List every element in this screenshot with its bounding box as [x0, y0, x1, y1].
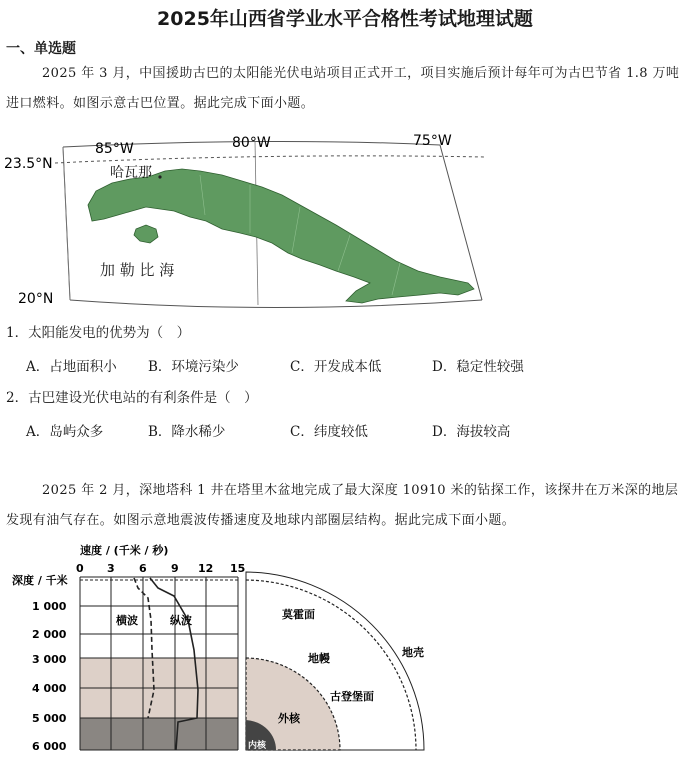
speed-tick-0: 0	[76, 562, 84, 575]
depth-tick-1000: 1 000	[32, 600, 67, 613]
cuba-map	[0, 125, 490, 310]
havana-dot	[158, 175, 161, 178]
depth-axis-title: 深度 / 千米	[12, 574, 68, 587]
exam-title: 2025年山西省学业水平合格性考试地理试题	[157, 8, 533, 30]
isla-juventud	[134, 225, 158, 243]
section-heading: 一、单选题	[6, 41, 76, 57]
q1-option-a[interactable]: A．占地面积小	[26, 359, 117, 375]
speed-tick-12: 12	[198, 562, 214, 575]
gutenberg-label: 古登堡面	[330, 690, 374, 703]
lon-label-85w: 85°W	[95, 141, 134, 157]
outer-core-label: 外核	[278, 712, 300, 725]
q1-option-d[interactable]: D．稳定性较强	[432, 359, 524, 375]
seismic-diagram	[10, 540, 450, 754]
lat-label-23-5n: 23.5°N	[4, 156, 53, 172]
depth-tick-2000: 2 000	[32, 628, 67, 641]
depth-tick-4000: 4 000	[32, 682, 67, 695]
q2-option-a[interactable]: A．岛屿众多	[26, 424, 104, 440]
depth-tick-5000: 5 000	[32, 712, 67, 725]
moho-label: 莫霍面	[282, 608, 315, 621]
lon-label-75w: 75°W	[413, 133, 452, 149]
core-shade	[80, 718, 238, 750]
q1-option-b[interactable]: B．环境污染少	[148, 359, 239, 375]
speed-tick-3: 3	[107, 562, 115, 575]
havana-label: 哈瓦那	[110, 165, 152, 181]
depth-tick-6000: 6 000	[32, 740, 67, 753]
passage-1: 2025 年 3 月，中国援助古巴的太阳能光伏电站项目正式开工，项目实施后预计每年可为古巴节省 1.8 万吨进口燃料。如图示意古巴位置。据此完成下面小题。	[6, 66, 680, 111]
speed-tick-15: 15	[230, 562, 246, 575]
lon-label-80w: 80°W	[232, 135, 271, 151]
caribbean-sea-label: 加 勒 比 海	[100, 261, 175, 279]
speed-tick-9: 9	[171, 562, 179, 575]
q1-option-c[interactable]: C．开发成本低	[290, 359, 382, 375]
passage-2: 2025 年 2 月，深地塔科 1 井在塔里木盆地完成了最大深度 10910 米的钻探工作，该探井在万米深的地层发现有油气存在。如图示意地震波传播速度及地球内部圈层结构。据此完成下面小题。	[6, 483, 679, 528]
question-1: 1．太阳能发电的优势为（ ）	[6, 325, 191, 341]
depth-tick-3000: 3 000	[32, 653, 67, 666]
map-frame-bottom	[70, 300, 482, 308]
q2-option-b[interactable]: B．降水稀少	[148, 424, 226, 440]
crust-label: 地壳	[402, 646, 424, 659]
q2-option-c[interactable]: C．纬度较低	[290, 424, 368, 440]
question-2: 2．古巴建设光伏电站的有利条件是（ ）	[6, 390, 258, 406]
speed-tick-6: 6	[139, 562, 147, 575]
q2-option-d[interactable]: D．海拔较高	[432, 424, 511, 440]
p-wave-label: 纵波	[170, 614, 192, 627]
lat-label-20n: 20°N	[18, 291, 54, 307]
s-wave-label: 横波	[116, 614, 138, 627]
inner-core-label: 内核	[248, 741, 267, 751]
map-frame-right	[440, 145, 482, 300]
mantle-label: 地幔	[308, 652, 330, 665]
speed-axis-title: 速度 / (千米 / 秒)	[80, 544, 169, 557]
